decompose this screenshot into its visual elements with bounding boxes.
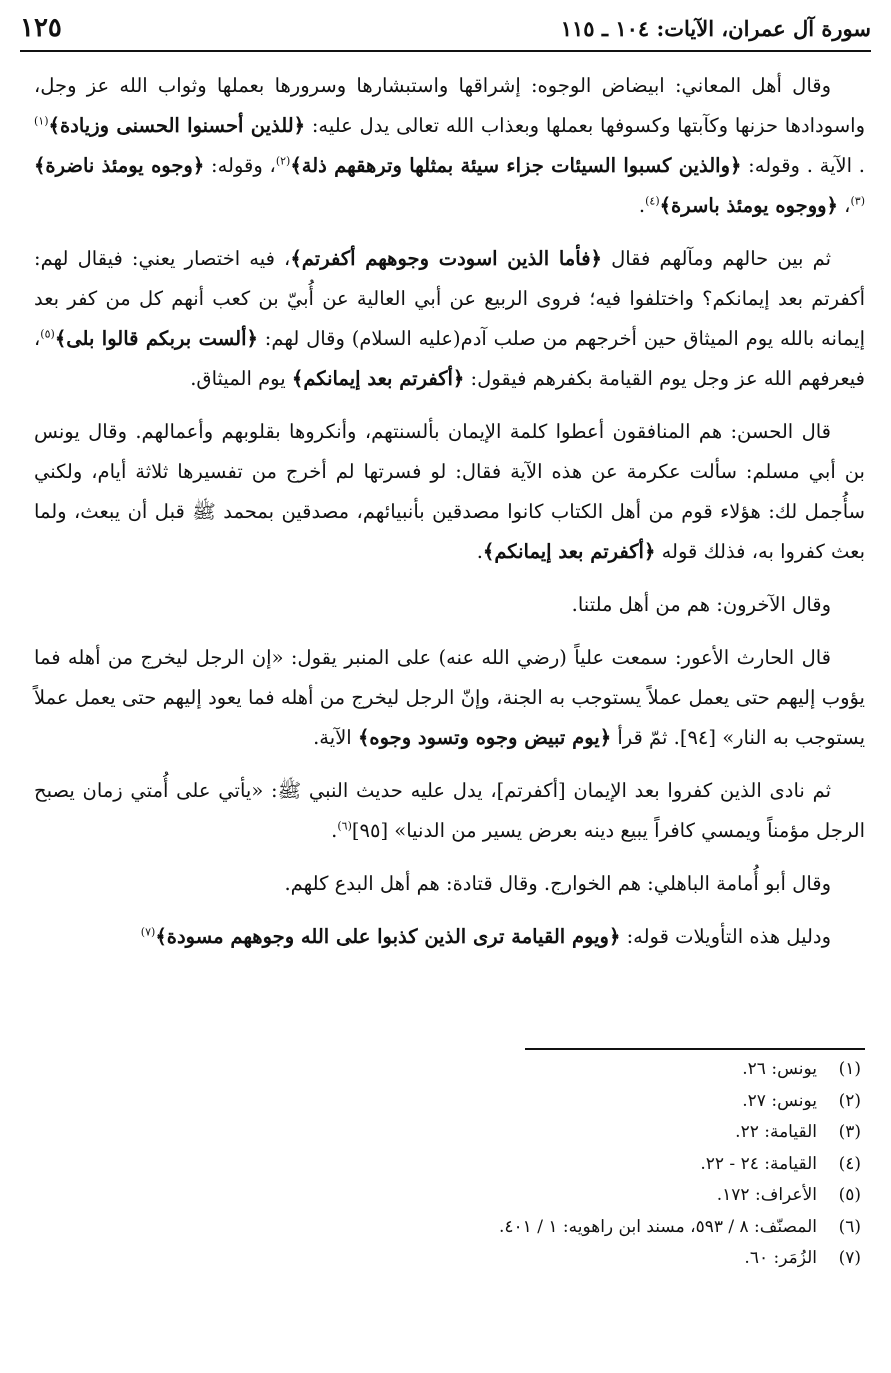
text-run: وقال أهل المعاني: ابيضاض الوجوه: إشراقها واستبشارها وسرورها بعملها وثواب الله عز وجل، واسودادها حزنها وكآبتها وكسوفها بعملها وبعذاب الله تعالى يدل عليه:	[34, 74, 865, 137]
footnote-item	[30, 1149, 861, 1181]
footnote-ref: (٧)	[140, 925, 156, 939]
text-run: ، وقوله:	[204, 154, 276, 177]
main-text	[34, 66, 865, 970]
text-run: ، فيعرفهم الله عز وجل يوم القيامة بكفرهم فيقول:	[34, 327, 865, 390]
footnote-number: (٤)	[838, 1153, 861, 1174]
text-run: وقال الآخرون: هم من أهل ملتنا.	[571, 593, 831, 616]
footnote-item	[30, 1243, 861, 1275]
footnote-number: (٣)	[838, 1122, 861, 1142]
footnote-item	[30, 1180, 861, 1212]
footnote-number: (١)	[838, 1059, 861, 1079]
footnote-number: (٦)	[838, 1216, 861, 1237]
footnote-text: الأعراف: ١٧٢.	[716, 1185, 817, 1205]
text-run: ثم بين حالهم ومآلهم فقال	[601, 247, 831, 270]
quran-verse: ﴿يوم تبيض وجوه وتسود وجوه﴾	[357, 726, 612, 749]
footnote-ref: (٣)	[850, 194, 865, 208]
quran-verse: ﴿أكفرتم بعد إيمانكم﴾	[291, 367, 465, 390]
footnote-ref: (٤)	[645, 194, 660, 208]
text-run: يوم الميثاق.	[190, 367, 292, 390]
page-number: ١٢٥	[20, 13, 62, 43]
text-run: ودليل هذه التأويلات قوله:	[620, 925, 831, 948]
footnote-number: (٥)	[838, 1185, 861, 1205]
text-run: ،	[837, 194, 851, 217]
paragraph	[34, 771, 865, 851]
footnote-number: (٧)	[838, 1248, 861, 1268]
paragraph	[34, 638, 865, 758]
text-run: وقال أبو أُمامة الباهلي: هم الخوارج. وقال قتادة: هم أهل البدع كلهم.	[284, 872, 831, 895]
footnote-text: المصنّف: ٨ / ٥٩٣، مسند ابن راهويه: ١ / ٤٠١.	[498, 1216, 817, 1237]
quran-verse: ﴿ويوم القيامة ترى الذين كذبوا على الله وجوههم مسودة﴾	[155, 925, 621, 948]
text-run: . الآية . وقوله:	[741, 154, 866, 177]
paragraph	[34, 412, 865, 572]
footnote-separator	[525, 1048, 865, 1050]
paragraph	[34, 239, 865, 399]
footnote-number: (٢)	[838, 1090, 861, 1111]
paragraph	[34, 585, 865, 625]
footnote-text: يونس: ٢٧.	[742, 1090, 817, 1111]
text-run: قال الحسن: هم المنافقون أعطوا كلمة الإيمان بألسنتهم، وأنكروها بقلوبهم وأعمالهم. وقال يونس بن أبي مسلم: سألت عكرمة عن هذه الآية فقال: لو فسرتها لم أخرج من تفسيرها ثلاثة أيام، ولكني سأُجمل لك: هؤلاء قوم من أهل الكتاب كانوا مصدقين بأنبيائهم، مصدقين بمحمد ﷺ قبل أن يبعث، ولما بعث كفروا به، فذلك قوله	[34, 420, 865, 563]
paragraph	[34, 917, 865, 957]
footnote-item	[30, 1054, 861, 1086]
quran-verse: ﴿ألست بربكم قالوا بلى﴾	[54, 327, 258, 350]
text-run: .	[638, 194, 646, 217]
footnote-text: الزُمَر: ٦٠.	[744, 1248, 817, 1268]
quran-verse: ﴿فأما الذين اسودت وجوههم أكفرتم﴾	[290, 247, 602, 270]
footnote-item	[30, 1117, 861, 1149]
footnote-ref: (٦)	[337, 819, 352, 833]
page-header	[20, 6, 871, 52]
running-title: سورة آل عمران، الآيات: ١٠٤ ـ ١١٥	[560, 15, 871, 41]
paragraph	[34, 66, 865, 226]
text-run: ، فيه اختصار يعني: فيقال لهم: أكفرتم بعد إيمانكم؟ واختلفوا فيه؛ فروى الربيع عن أبي العالية عن أُبيّ بن كعب أنهم كل من كفر بعد إيمانه بالله يوم الميثاق حين أخرجهم من صلب آدم(عليه السلام) وقال لهم:	[34, 247, 865, 350]
footnote-ref: (٥)	[40, 327, 55, 341]
footnote-text: القيامة: ٢٢.	[735, 1122, 817, 1142]
footnote-text: يونس: ٢٦.	[742, 1059, 817, 1079]
text-run: .	[331, 819, 338, 842]
footnote-text: القيامة: ٢٤ - ٢٢.	[700, 1153, 817, 1174]
footnote-ref: (٢)	[275, 154, 291, 168]
quran-verse: ﴿ووجوه يومئذ باسرة﴾	[659, 194, 838, 217]
quran-verse: ﴿للذين أحسنوا الحسنى وزيادة﴾	[48, 114, 306, 137]
quran-verse: ﴿والذين كسبوا السيئات جزاء سيئة بمثلها وترهقهم ذلة﴾	[290, 154, 742, 177]
quran-verse: ﴿أكفرتم بعد إيمانكم﴾	[482, 540, 656, 563]
footnote-ref: (١)	[34, 114, 49, 128]
footnote-item	[30, 1212, 861, 1244]
text-run: قال الحارث الأعور: سمعت علياً (رضي الله عنه) على المنبر يقول: «إن الرجل ليخرج من أهله فما يؤوب إليهم حتى يعمل عملاً يستوجب به الجنة، وإنّ الرجل ليخرج من أهله فما يعود إليهم حتى يعمل عملاً يستوجب به النار» [٩٤]. ثمّ قرأ	[34, 646, 865, 749]
text-run: ثم نادى الذين كفروا بعد الإيمان [أكفرتم]، يدل عليه حديث النبي ﷺ: «يأتي على أُمتي زمان يصبح الرجل مؤمناً ويمسي كافراً يبيع دينه بعرض يسير من الدنيا» [٩٥]	[34, 779, 865, 842]
footnote-item	[30, 1086, 861, 1118]
footnotes-list	[30, 1054, 861, 1275]
text-run: .	[476, 540, 483, 563]
paragraph	[34, 864, 865, 904]
quran-verse: ﴿وجوه يومئذ ناضرة﴾	[34, 154, 205, 177]
text-run: الآية.	[313, 726, 358, 749]
